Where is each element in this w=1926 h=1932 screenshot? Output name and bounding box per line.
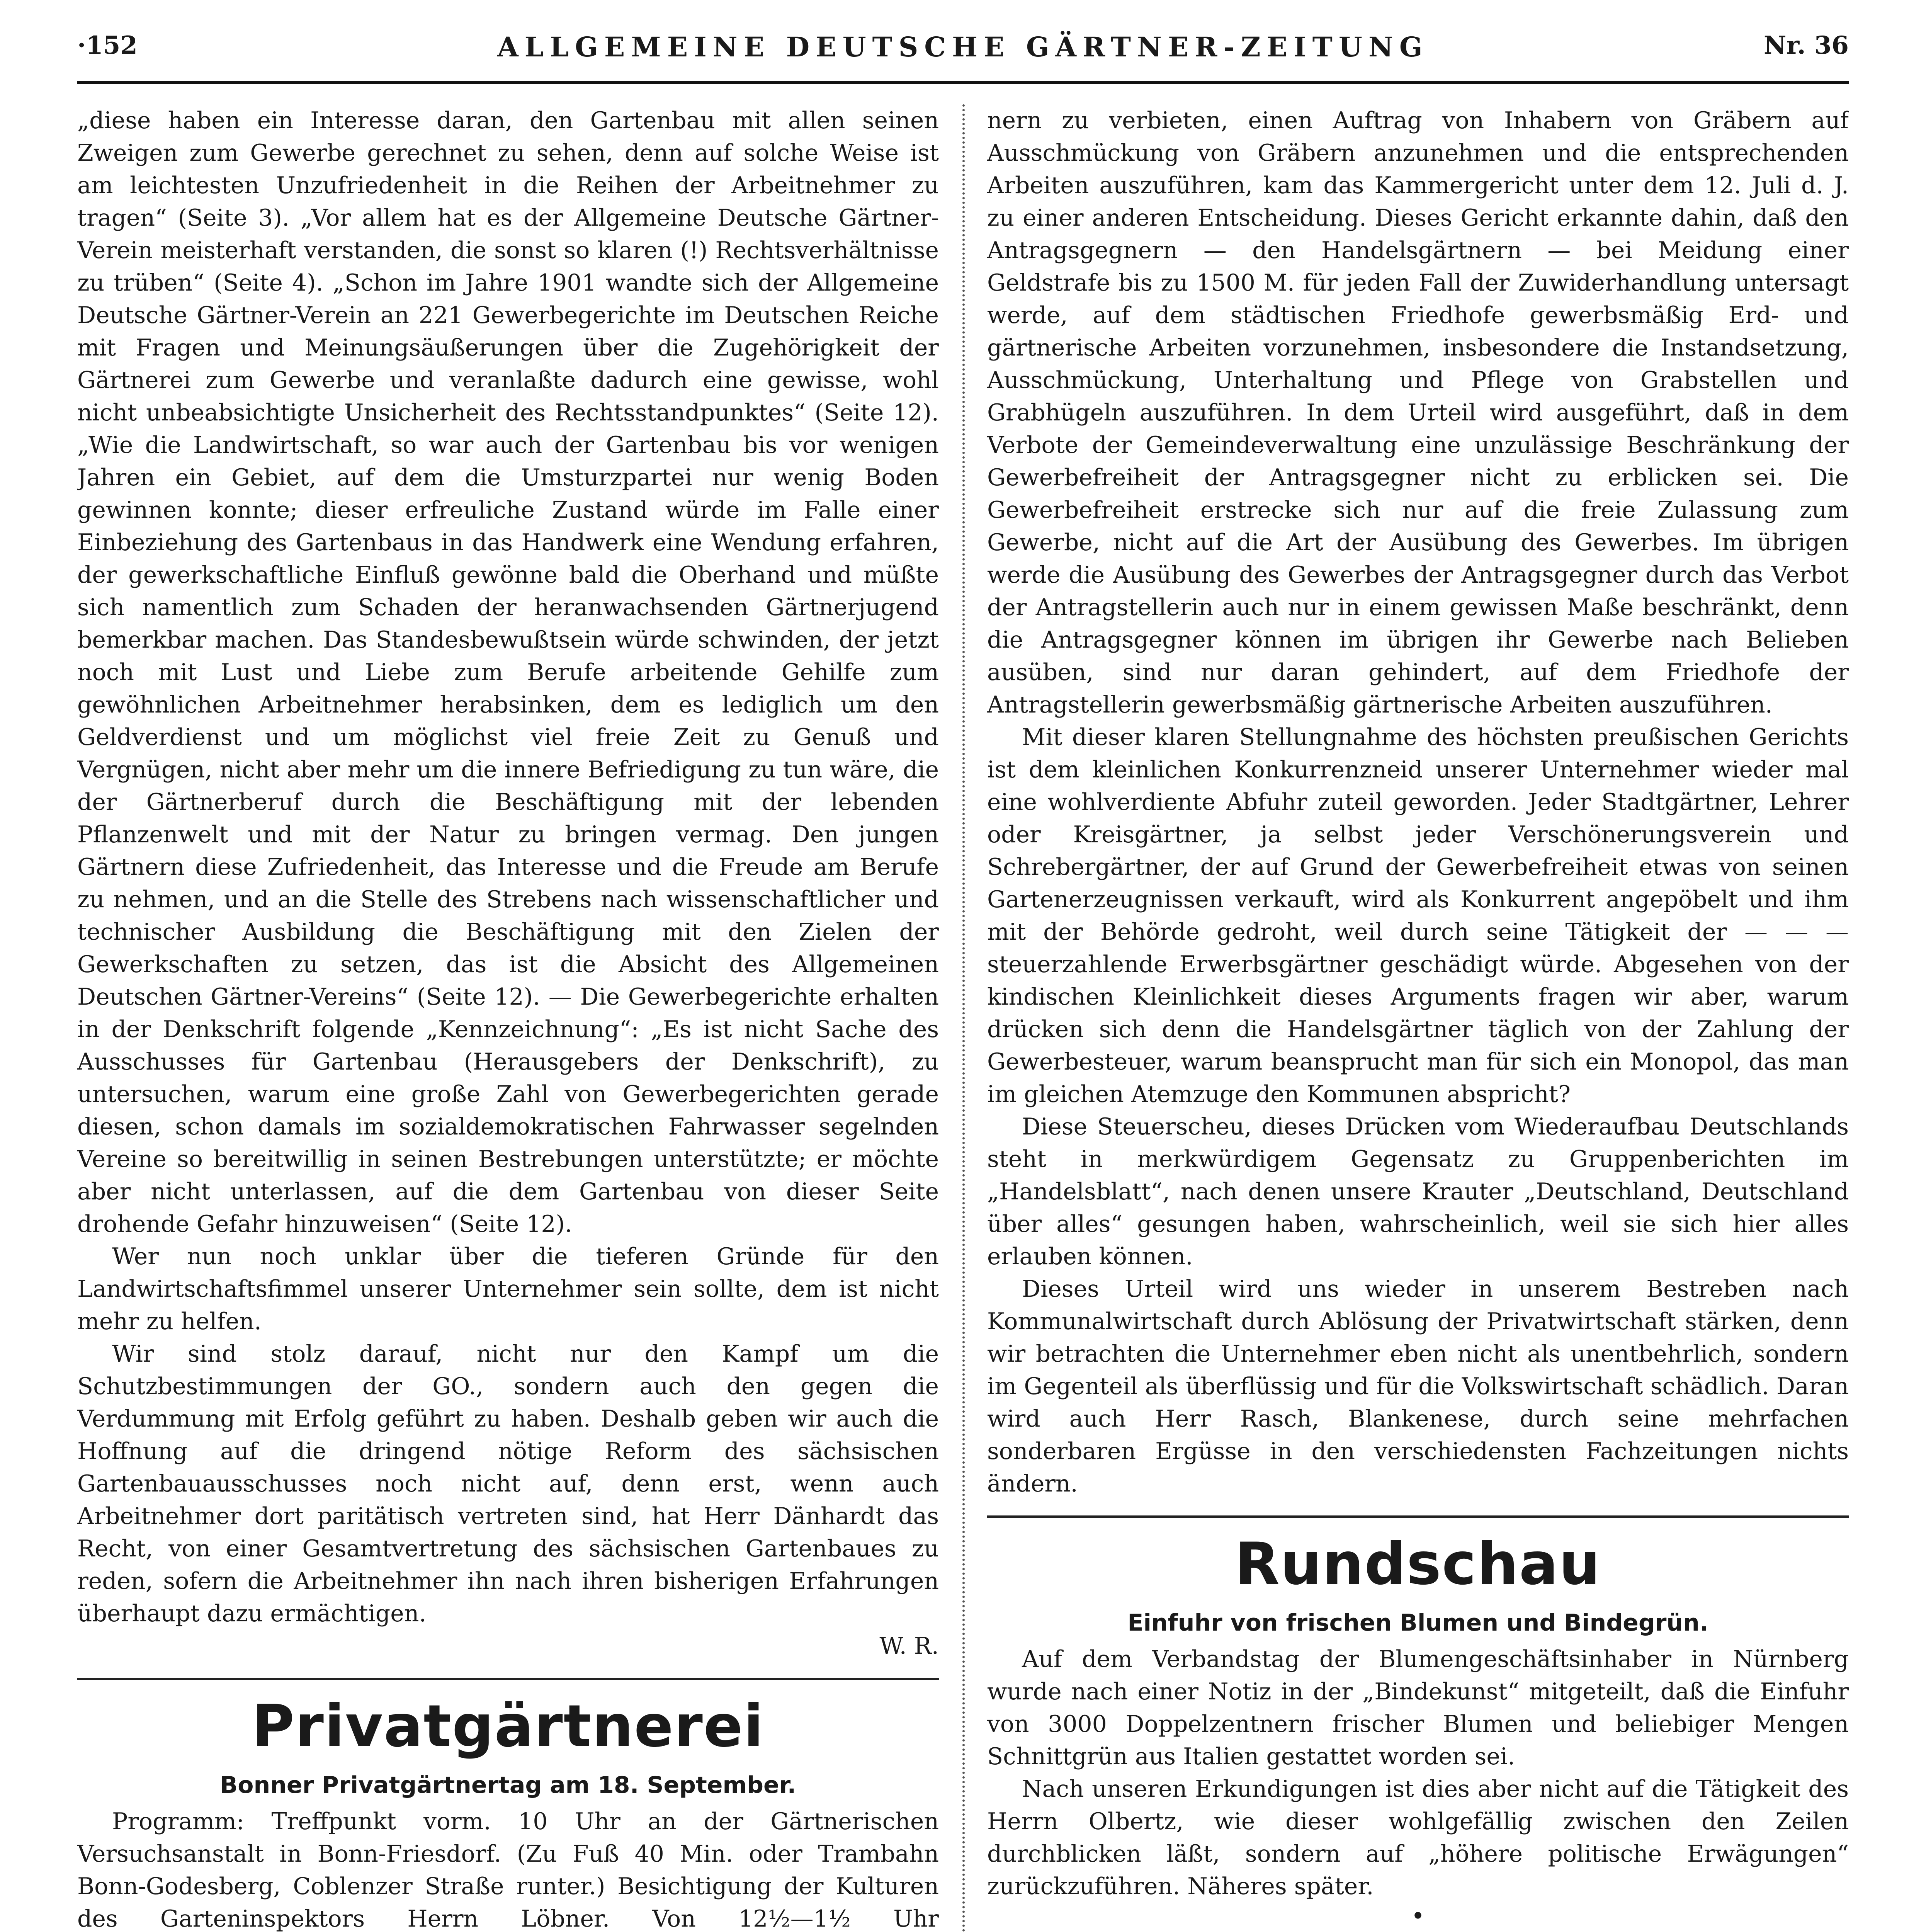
section-title-rundschau: Rundschau — [987, 1515, 1849, 1599]
separator-bullet: • — [1411, 1903, 1425, 1930]
article-paragraph: Nach unseren Erkundigungen ist dies aber nicht auf die Tätigkeit des Herrn Olbertz, wie dieser wohlgefällig zwischen den Zeilen durchblicken läßt, sondern auf „höhere politische Erwägungen“ zurückzuführen. Näheres später. — [987, 1776, 1849, 1900]
article-paragraph: Programm: Treffpunkt vorm. 10 Uhr an der Gärtnerischen Versuchsanstalt in Bonn-Friesdorf. (Zu Fuß 40 Min. oder Trambahn Bonn-Godesberg, Coblenzer Straße runter.) Besichtigung der Kulturen des Garteninspektors Herrn Löbner. Von 12½—1½ Uhr — [77, 1808, 939, 1932]
article-paragraph: Diese Steuerscheu, dieses Drücken vom Wiederaufbau Deutschlands steht in merkwürdigem Gegensatz zu Gruppenberichten im „Handelsblatt“, nach denen unsere Krauter „Deutschland, Deutschland über alles“ gesungen haben, wahrscheinlich, weil sie sich hier alles erlauben können. — [987, 1113, 1849, 1270]
article-paragraph: nern zu verbieten, einen Auftrag von Inhabern von Gräbern auf Ausschmückung von Gräbern anzunehmen und die entsprechenden Arbeiten auszuführen, kam das Kammergericht unter dem 12. Juli d. J. zu einer anderen Entscheidung. Dieses Gericht erkannte dahin, daß den Antragsgegnern — den Handelsgärtnern — bei Meidung einer Geldstrafe bis zu 1500 M. für jeden Fall der Zuwiderhandlung untersagt werde, auf dem städtischen Friedhofe gewerbsmäßig Erd- und gärtnerische Arbeiten vorzunehmen, insbesondere die Instandsetzung, Ausschmückung, Unterhaltung und Pflege von Grabstellen und Grabhügeln auszuführen. In dem Urteil wird ausgeführt, daß in dem Verbote der Gemeindeverwaltung eine unzulässige Beschränkung der Gewerbefreiheit der Antragsgegner nicht zu erblicken sei. Die Gewerbefreiheit erstrecke sich nur auf die freie Zulassung zum Gewerbe, nicht auf die Art der Ausübung des Gewerbes. Im übrigen werde die Ausübung des Gewerbes der Antragsgegner durch das Verbot der Antragstellerin auch nur in einem gewissen Maße beschränkt, denn die Antragsgegner können im übrigen ihr Gewerbe nach Belieben ausüben, sind nur daran gehindert, auf dem Friedhofe der Antragstellerin gewerbsmäßig gärtnerische Arbeiten auszuführen. — [987, 107, 1849, 718]
newspaper-page — [77, 23, 1849, 1932]
article-paragraph: Mit dieser klaren Stellungnahme des höchsten preußischen Gerichts ist dem kleinlichen Konkurrenzneid unserer Unternehmer wieder mal eine wohlverdiente Abfuhr zuteil geworden. Jeder Stadtgärtner, Lehrer oder Kreisgärtner, ja selbst jeder Verschönerungsverein und Schrebergärtner, der auf Grund der Gewerbefreiheit etwas von seinen Gartenerzeugnissen verkauft, wird als Konkurrent angepöbelt und ihm mit der Behörde gedroht, weil durch seine Tätigkeit der — — — steuerzahlende Erwerbsgärtner geschädigt würde. Abgesehen von der kindischen Kleinlichkeit dieses Arguments fragen wir aber, warum drücken sich denn die Handelsgärtner täglich von der Zahlung der Gewerbesteuer, warum beansprucht man für sich ein Monopol, das man im gleichen Atemzuge den Kommunen abspricht? — [987, 724, 1849, 1108]
section-subhead: Bonner Privatgärtnertag am 18. September. — [220, 1772, 796, 1799]
article-paragraph: „diese haben ein Interesse daran, den Gartenbau mit allen seinen Zweigen zum Gewerbe gerechnet zu sehen, denn auf solche Weise ist am leichtesten Unzufriedenheit in die Reihen der Arbeitnehmer zu tragen“ (Seite 3). „Vor allem hat es der Allgemeine Deutsche Gärtner-Verein meisterhaft verstanden, die sonst so klaren (!) Rechtsverhältnisse zu trüben“ (Seite 4). „Schon im Jahre 1901 wandte sich der Allgemeine Deutsche Gärtner-Verein an 221 Gewerbegerichte im Deutschen Reiche mit Fragen und Meinungsäußerungen über die Zugehörigkeit der Gärtnerei zum Gewerbe und veranlaßte dadurch eine gewisse, wohl nicht unbeabsichtigte Unsicherheit des Rechtsstandpunktes“ (Seite 12). „Wie die Landwirtschaft, so war auch der Gartenbau bis vor wenigen Jahren ein Gebiet, auf dem die Umsturzpartei nur wenig Boden gewinnen konnte; dieser erfreuliche Zustand würde im Falle einer Einbeziehung des Gartenbaus in das Handwerk eine Wendung erfahren, der gewerkschaftliche Einfluß gewönne bald die Oberhand und müßte sich namentlich zum Schaden der heranwachsenden Gärtnerjugend bemerkbar machen. Das Standesbewußtsein würde schwinden, der jetzt noch mit Lust und Liebe zum Berufe arbeitende Gehilfe zum gewöhnlichen Arbeitnehmer herabsinken, dem es lediglich um den Geldverdienst und um möglichst viel freie Zeit zu Genuß und Vergnügen, nicht aber mehr um die innere Befriedigung zu tun wäre, die der Gärtnerberuf durch die Beschäftigung mit der lebenden Pflanzenwelt und mit der Natur zu bringen vermag. Den jungen Gärtnern diese Zufriedenheit, das Interesse und die Freude am Berufe zu nehmen, und an die Stelle des Strebens nach wissenschaftlicher und technischer Ausbildung die Beschäftigung mit den Zielen der Gewerkschaften zu setzen, das ist die Absicht des Allgemeinen Deutschen Gärtner-Vereins“ (Seite 12). — Die Gewerbegerichte erhalten in der Denkschrift folgende „Kennzeichnung“: „Es ist nicht Sache des Ausschusses für Gartenbau (Herausgebers der Denkschrift), zu untersuchen, warum eine große Zahl von Gewerbegerichten gerade diesen, schon damals im sozialdemokratischen Fahrwasser segelnden Vereine so bereitwillig in seinen Bestrebungen unterstützte; er möchte aber nicht unterlassen, auf die dem Gartenbau von dieser Seite drohende Gefahr hinzuweisen“ (Seite 12). — [77, 107, 939, 1238]
masthead-title: ALLGEMEINE DEUTSCHE GÄRTNER-ZEITUNG — [497, 31, 1429, 63]
right-column — [987, 104, 1849, 1932]
issue-number: Nr. 36 — [1764, 31, 1849, 60]
article-paragraph: Wir sind stolz darauf, nicht nur den Kampf um die Schutzbestimmungen der GO., sondern auch den gegen die Verdummung mit Erfolg geführt zu haben. Deshalb geben wir auch die Hoffnung auf die dringend nötige Reform des sächsischen Gartenbauausschusses noch nicht auf, denn erst, wenn auch Arbeitnehmer dort paritätisch vertreten sind, hat Herr Dänhardt das Recht, von einer Gesamtvertretung des sächsischen Gartenbaues zu reden, sofern die Arbeitnehmer ihn nach ihren bisherigen Erfahrungen überhaupt dazu ermächtigen. — [77, 1340, 939, 1627]
left-column — [77, 104, 939, 1932]
section-subhead: Einfuhr von frischen Blumen und Bindegrün. — [1127, 1609, 1708, 1636]
column-divider — [962, 104, 965, 1932]
article-paragraph: Wer nun noch unklar über die tieferen Gründe für den Landwirtschaftsfimmel unserer Unternehmer sein sollte, dem ist nicht mehr zu helfen. — [77, 1243, 939, 1335]
page-header — [77, 23, 1849, 84]
author-signature: W. R. — [879, 1633, 939, 1660]
article-paragraph: Auf dem Verbandstag der Blumengeschäftsinhaber in Nürnberg wurde nach einer Notiz in der „Bindekunst“ mitgeteilt, daß die Einfuhr von 3000 Doppelzentnern frischer Blumen und beliebiger Mengen Schnittgrün aus Italien gestattet worden sei. — [987, 1646, 1849, 1770]
page-number: ·152 — [77, 31, 138, 60]
section-title-privatgaertnerei: Privatgärtnerei — [77, 1678, 939, 1761]
article-paragraph: Dieses Urteil wird uns wieder in unserem Bestreben nach Kommunalwirtschaft durch Ablösung der Privatwirtschaft stärken, denn wir betrachten die Unternehmer eben nicht als unentbehrlich, sondern im Gegenteil als überflüssig und für die Volkswirtschaft schädlich. Daran wird auch Herr Rasch, Blankenese, durch seine mehrfachen sonderbaren Ergüsse in den verschiedensten Fachzeitungen nichts ändern. — [987, 1276, 1849, 1497]
